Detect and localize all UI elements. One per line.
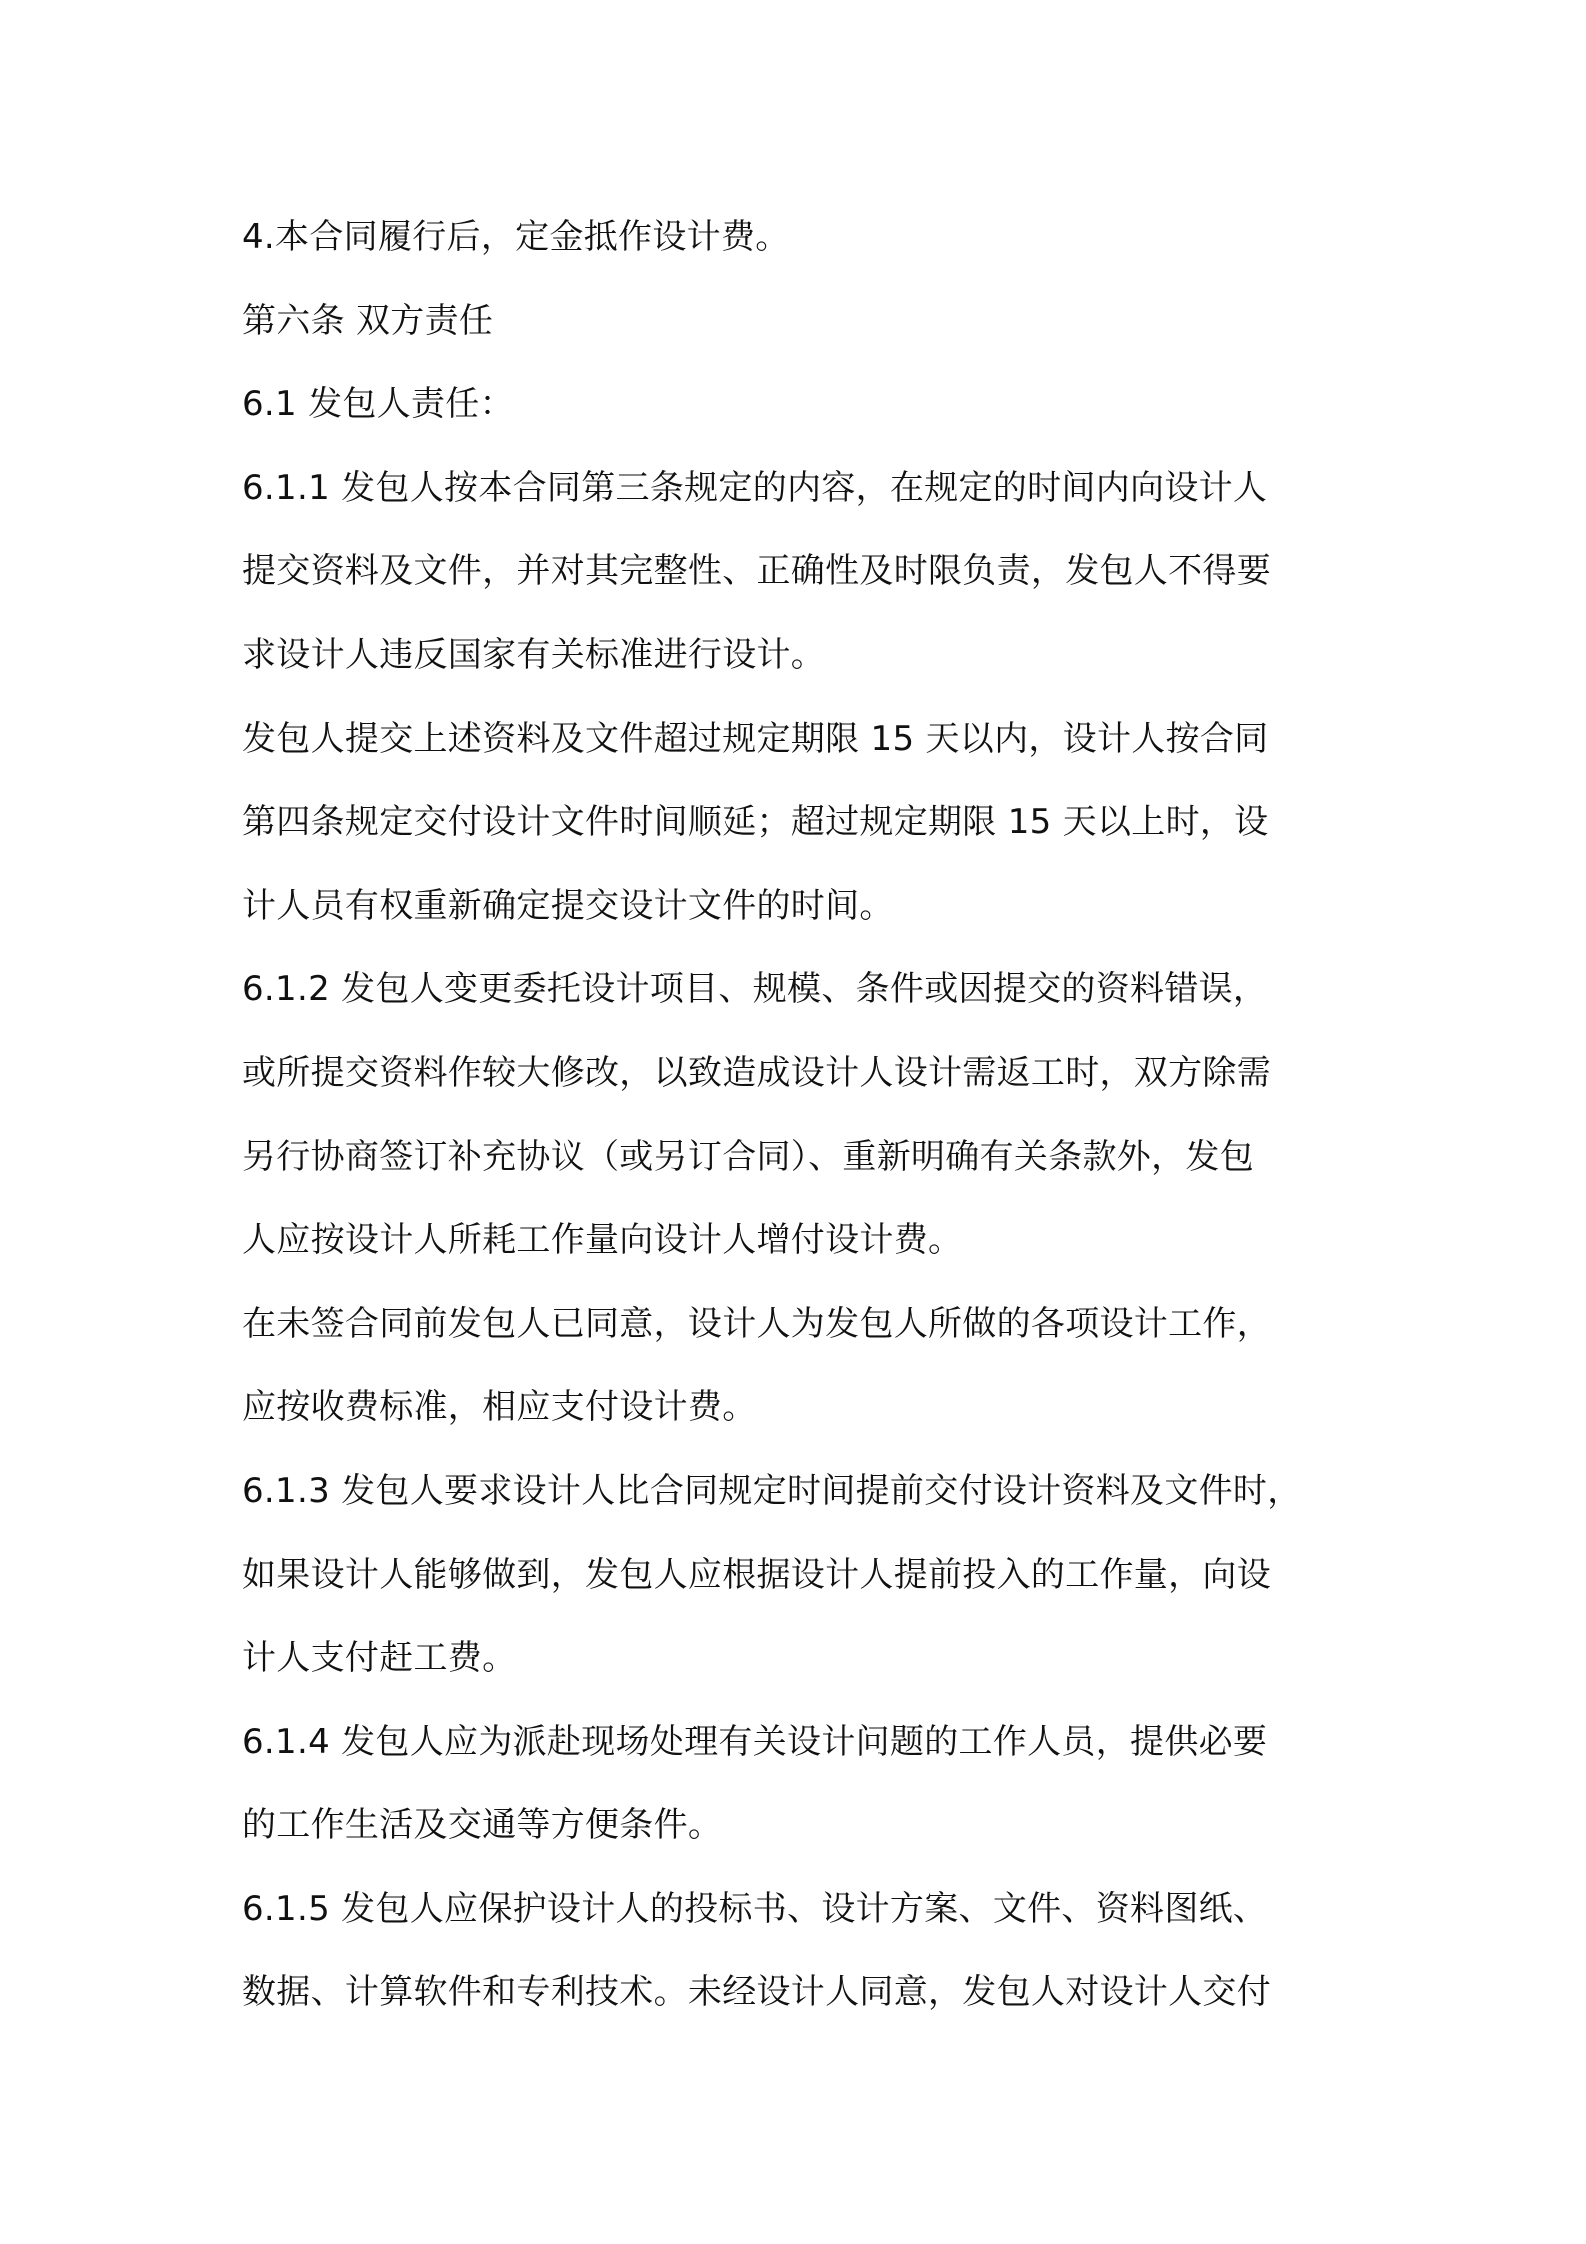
text-line-6-1-3-a: 6.1.3 发包人要求设计人比合同规定时间提前交付设计资料及文件时， [242, 1470, 1302, 1511]
text-line-6-1-2-c: 另行协商签订补充协议（或另订合同）、重新明确有关条款外，发包 [242, 1136, 1254, 1177]
text-line-pre-contract-b: 应按收费标准，相应支付设计费。 [242, 1387, 757, 1428]
text-line-delay-a: 发包人提交上述资料及文件超过规定期限 15 天以内，设计人按合同 [242, 718, 1269, 759]
text-line-6-1-2-a: 6.1.2 发包人变更委托设计项目、规模、条件或因提交的资料错误， [242, 969, 1268, 1010]
text-line-6-1-2-d: 人应按设计人所耗工作量向设计人增付设计费。 [242, 1220, 963, 1261]
text-line-6-1-1-b: 提交资料及文件，并对其完整性、正确性及时限负责，发包人不得要 [242, 551, 1271, 592]
section-heading-article-6: 第六条 双方责任 [242, 300, 494, 341]
text-line-6-1-1-a: 6.1.1 发包人按本合同第三条规定的内容，在规定的时间内向设计人 [242, 467, 1268, 508]
text-line-6-1-5-b: 数据、计算软件和专利技术。未经设计人同意，发包人对设计人交付 [242, 1972, 1271, 2013]
text-line-6-1-4-a: 6.1.4 发包人应为派赴现场处理有关设计问题的工作人员，提供必要 [242, 1721, 1268, 1762]
text-line-6-1-3-c: 计人支付赶工费。 [242, 1638, 517, 1679]
text-line-6-1-1-c: 求设计人违反国家有关标准进行设计。 [242, 634, 826, 675]
text-line-6-1-5-a: 6.1.5 发包人应保护设计人的投标书、设计方案、文件、资料图纸、 [242, 1888, 1268, 1929]
text-line-6-1-3-b: 如果设计人能够做到，发包人应根据设计人提前投入的工作量，向设 [242, 1554, 1271, 1595]
text-line-delay-c: 计人员有权重新确定提交设计文件的时间。 [242, 885, 894, 926]
subsection-heading-6-1: 6.1 发包人责任： [242, 384, 514, 425]
text-line-clause-4: 4.本合同履行后，定金抵作设计费。 [242, 217, 790, 257]
text-line-delay-b: 第四条规定交付设计文件时间顺延；超过规定期限 15 天以上时，设 [242, 802, 1269, 843]
document-body [242, 196, 1377, 2035]
text-line-6-1-2-b: 或所提交资料作较大修改，以致造成设计人设计需返工时，双方除需 [242, 1052, 1271, 1093]
text-line-6-1-4-b: 的工作生活及交通等方便条件。 [242, 1805, 723, 1846]
text-line-pre-contract-a: 在未签合同前发包人已同意，设计人为发包人所做的各项设计工作， [242, 1303, 1271, 1344]
